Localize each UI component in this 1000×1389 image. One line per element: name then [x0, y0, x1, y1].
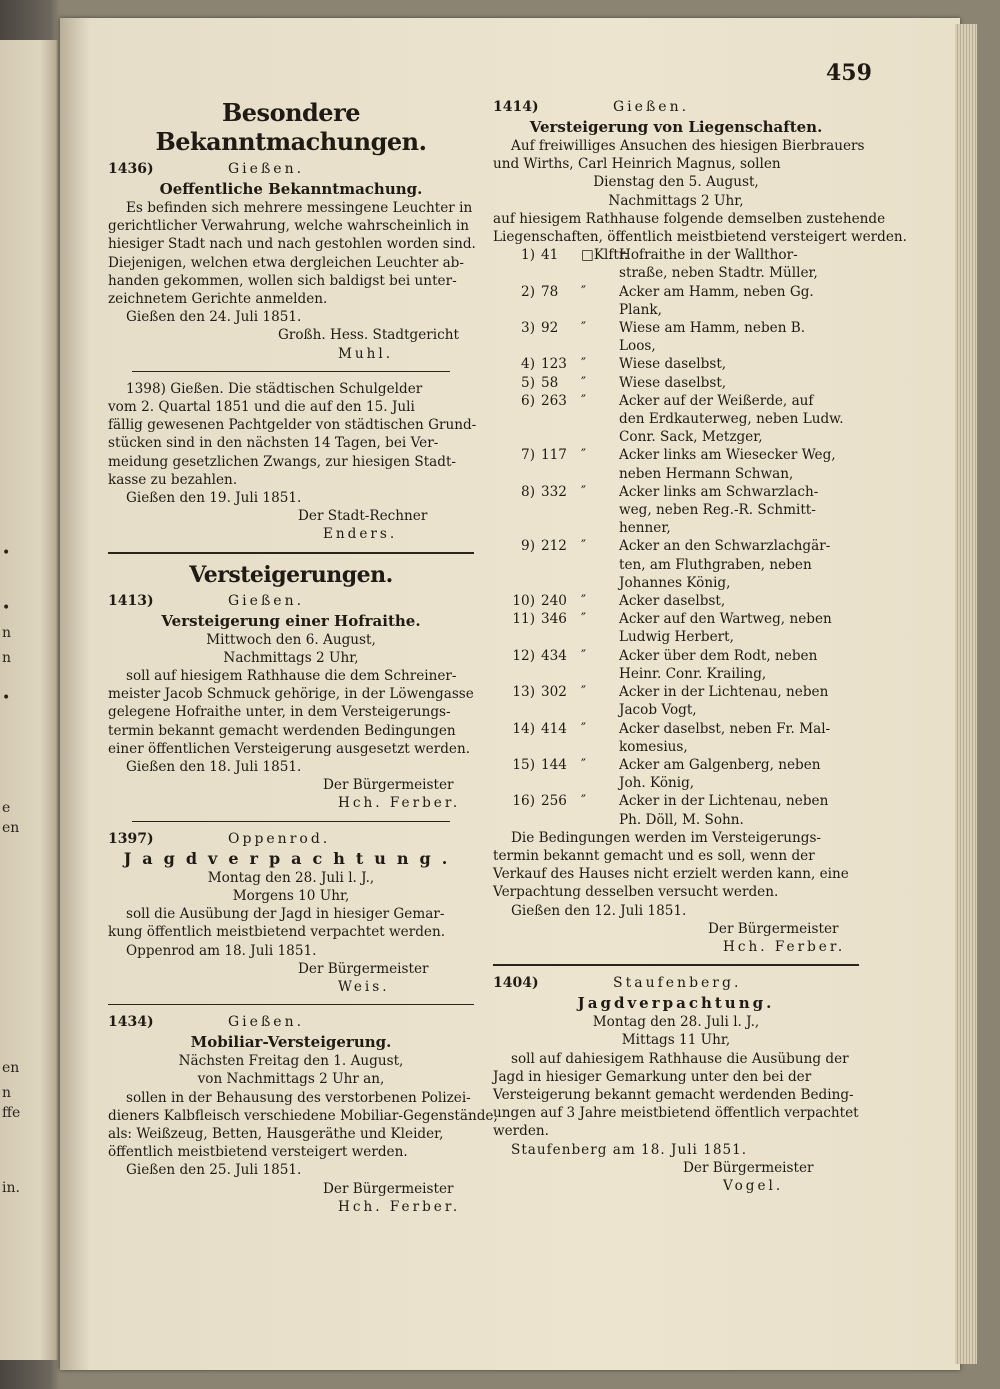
lot-unit: ″	[581, 593, 587, 610]
notice-body	[493, 1050, 859, 1141]
text-line: meister Jacob Schmuck gehörige, in der Löwengasse	[108, 686, 474, 703]
notice-heading: Oeffentliche Bekanntmachung.	[159, 180, 423, 198]
notice-body	[108, 905, 474, 941]
lot-unit	[581, 465, 619, 483]
notice-body	[108, 1089, 498, 1162]
text-line: Jagd in hiesiger Gemarkung unter den bei der	[493, 1068, 812, 1085]
text-line: kasse zu bezahlen.	[108, 471, 238, 488]
notice-signer-name: Weis.	[338, 978, 390, 995]
margin-fragment: n	[2, 650, 12, 666]
notice-time: Nachmittags 2 Uhr,	[223, 649, 359, 666]
lot-number: 4)	[521, 356, 535, 373]
lot-number	[493, 774, 541, 792]
lot-description: Heinr. Conr. Krailing,	[619, 665, 767, 682]
lot-unit: ″	[581, 283, 587, 300]
notice-time: Nachmittags 2 Uhr,	[608, 192, 744, 209]
text-line: meidung gesetzlichen Zwangs, zur hiesigen Stadt-	[108, 453, 457, 470]
notice-signer: Der Bürgermeister	[683, 1159, 814, 1176]
lot-row	[493, 410, 859, 428]
text-line: Versteigerung bekannt gemacht werdenden Beding-	[493, 1086, 854, 1103]
text-line: fällig gewesenen Pachtgelder von städtischen Grund-	[108, 417, 477, 434]
lot-description: weg, neben Reg.-R. Schmitt-	[619, 502, 816, 519]
lot-number	[493, 665, 541, 683]
right-column	[493, 98, 907, 1195]
text-line: werden.	[493, 1123, 550, 1140]
lot-number	[493, 701, 541, 719]
notice-when: Montag den 28. Juli l. J.,	[207, 869, 375, 886]
lot-row	[493, 501, 859, 519]
lot-row	[493, 319, 859, 337]
lot-description: Acker auf den Wartweg, neben	[619, 611, 832, 628]
notice-when: Nächsten Freitag den 1. August,	[178, 1053, 404, 1070]
lot-row	[493, 738, 859, 756]
notice-body	[108, 667, 474, 758]
lot-number: 14)	[512, 720, 535, 737]
lot-number	[493, 628, 541, 646]
text-line: 1398) Gießen. Die städtischen Schulgelder	[126, 380, 423, 397]
notice-outro	[493, 829, 859, 902]
intro-line: Auf freiwilliges Ansuchen des hiesigen Bierbrauers	[511, 138, 865, 154]
text-line: hiesiger Stadt nach und nach gestohlen worden sind.	[108, 236, 476, 253]
lot-area: 41	[541, 247, 559, 264]
notice-signer-name: Hch. Ferber.	[723, 938, 846, 955]
lot-description: Acker links am Wiesecker Weg,	[619, 447, 836, 464]
lot-unit: ″	[581, 320, 587, 337]
lot-row	[493, 774, 859, 792]
left-column	[108, 98, 498, 1216]
section-title-auctions: Versteigerungen.	[189, 561, 393, 588]
notice-heading: Mobiliar-Versteigerung.	[190, 1033, 392, 1052]
text-line: Es befinden sich mehrere messingene Leuchter in	[126, 200, 473, 216]
text-line: kung öffentlich meistbietend verpachtet werden.	[108, 924, 446, 941]
notice-1404	[493, 974, 859, 1195]
lot-area	[541, 665, 581, 683]
lot-description: Acker am Hamm, neben Gg.	[619, 283, 814, 300]
lot-number	[493, 738, 541, 756]
lot-unit	[581, 774, 619, 792]
notice-1397	[108, 830, 474, 996]
notice-when: Dienstag den 5. August,	[593, 174, 759, 191]
lot-number	[493, 501, 541, 519]
intro-line: und Wirths, Carl Heinrich Magnus, sollen	[493, 156, 781, 173]
lot-area	[541, 574, 581, 592]
lot-unit: ″	[581, 374, 587, 391]
lot-description: ten, am Fluthgraben, neben	[619, 556, 812, 573]
notice-time: von Nachmittags 2 Uhr an,	[197, 1071, 385, 1088]
lot-area	[541, 519, 581, 537]
lot-unit: ″	[581, 720, 587, 737]
lot-number	[493, 410, 541, 428]
lot-unit	[581, 556, 619, 574]
lot-row	[493, 283, 859, 301]
lot-unit	[581, 811, 619, 829]
lot-description: komesius,	[619, 738, 688, 755]
notice-date: Gießen den 12. Juli 1851.	[511, 902, 687, 919]
lot-number	[493, 556, 541, 574]
notice-number: 1413)	[108, 592, 154, 609]
lot-area: 346	[541, 611, 567, 628]
lot-description: Acker daselbst, neben Fr. Mal-	[619, 720, 831, 737]
notice-body	[108, 380, 477, 489]
lot-row	[493, 246, 859, 264]
text-line: ungen auf 3 Jahre meistbietend öffentlich verpachtet	[493, 1105, 859, 1122]
text-line: handen gekommen, wollen sich baldigst bei unter-	[108, 272, 457, 289]
notice-place: Gießen.	[613, 99, 690, 115]
text-line: gelegene Hofraithe unter, in dem Versteigerungs-	[108, 704, 451, 721]
lot-area: 117	[541, 447, 567, 464]
lot-area: 434	[541, 647, 567, 664]
lot-description: Plank,	[619, 301, 662, 318]
notice-heading: Jagdverpachtung.	[123, 848, 459, 868]
lot-description: Acker links am Schwarzlach-	[619, 483, 819, 500]
text-line: stücken sind in den nächsten 14 Tagen, bei Ver-	[108, 435, 439, 452]
lot-row	[493, 301, 859, 319]
notice-place: Gießen.	[228, 161, 305, 177]
lot-unit	[581, 574, 619, 592]
lot-area	[541, 410, 581, 428]
lot-number	[493, 519, 541, 537]
lot-area: 123	[541, 356, 567, 373]
section-title-announcements: Besondere Bekanntmachungen.	[155, 98, 427, 156]
notice-1398	[108, 380, 477, 544]
lot-description: Acker über dem Rodt, neben	[619, 647, 818, 664]
lot-row	[493, 792, 859, 810]
lot-description: neben Hermann Schwan,	[619, 465, 794, 482]
lot-row	[493, 519, 859, 537]
text-line: soll auf hiesigem Rathhause die dem Schreiner-	[126, 668, 457, 685]
notice-date: Staufenberg am 18. Juli 1851.	[511, 1141, 748, 1158]
margin-fragment: e	[2, 800, 11, 816]
lot-number: 16)	[512, 793, 535, 810]
lot-description: Acker am Galgenberg, neben	[619, 756, 821, 773]
section-rule	[108, 552, 474, 554]
notice-signer: Der Bürgermeister	[323, 777, 454, 794]
lot-row	[493, 392, 859, 410]
lot-row	[493, 355, 859, 373]
lot-unit: ″	[581, 684, 587, 701]
text-line: als: Weißzeug, Betten, Hausgeräthe und Kleider,	[108, 1125, 444, 1142]
lot-unit: ″	[581, 793, 587, 810]
lot-unit	[581, 428, 619, 446]
lot-row	[493, 337, 859, 355]
lot-number: 6)	[521, 392, 535, 409]
lot-area	[541, 465, 581, 483]
lot-unit	[581, 264, 619, 282]
lot-area: 78	[541, 283, 559, 300]
lot-number: 12)	[512, 647, 535, 664]
notice-number: 1436)	[108, 161, 154, 177]
notice-date: Gießen den 25. Juli 1851.	[126, 1162, 302, 1179]
lot-row	[493, 756, 859, 774]
notice-number: 1434)	[108, 1014, 154, 1031]
lot-row	[493, 592, 859, 610]
lot-number: 1)	[521, 247, 535, 264]
notice-heading: Versteigerung einer Hofraithe.	[161, 611, 421, 630]
lot-number	[493, 574, 541, 592]
lot-area	[541, 701, 581, 719]
text-line: gerichtlicher Verwahrung, welche wahrscheinlich in	[108, 218, 470, 235]
lot-area	[541, 774, 581, 792]
notice-signer-name: Muhl.	[338, 345, 394, 362]
lot-area: 58	[541, 374, 559, 391]
lot-number	[493, 811, 541, 829]
divider	[493, 964, 859, 966]
lot-area: 332	[541, 483, 567, 500]
text-line: soll auf dahiesigem Rathhause die Ausübung der	[511, 1050, 849, 1067]
lot-area	[541, 738, 581, 756]
lot-unit: □Klftr.	[581, 247, 629, 264]
margin-fragment: n	[2, 625, 12, 641]
lot-area	[541, 428, 581, 446]
notice-heading: Versteigerung von Liegenschaften.	[529, 118, 823, 136]
text-line: zeichnetem Gerichte anmelden.	[108, 291, 328, 308]
notice-place: Gießen.	[228, 592, 305, 609]
lot-description: Johannes König,	[619, 574, 731, 591]
lot-description: Acker in der Lichtenau, neben	[619, 793, 829, 810]
lot-description: Wiese daselbst,	[619, 356, 727, 373]
notice-signer: Großh. Hess. Stadtgericht	[278, 327, 459, 344]
notice-number: 1397)	[108, 830, 154, 847]
notice-1414	[493, 98, 907, 956]
lot-description: Wiese daselbst,	[619, 374, 727, 391]
lot-area: 212	[541, 538, 567, 555]
lot-number	[493, 465, 541, 483]
lot-row	[493, 264, 859, 282]
lot-area	[541, 501, 581, 519]
lot-row	[493, 428, 859, 446]
lot-row	[493, 701, 859, 719]
lot-area: 414	[541, 720, 567, 737]
notice-heading: Jagdverpachtung.	[577, 994, 775, 1013]
lot-row	[493, 628, 859, 646]
lot-number: 7)	[521, 447, 535, 464]
notice-1413	[108, 592, 474, 813]
margin-fragment: in.	[2, 1180, 20, 1196]
lot-row	[493, 483, 859, 501]
lot-unit: ″	[581, 447, 587, 464]
margin-fragment: •	[2, 690, 11, 706]
notice-signer: Der Bürgermeister	[708, 920, 839, 937]
text-line: sollen in der Behausung des verstorbenen Polizei-	[126, 1089, 471, 1106]
divider	[108, 1004, 474, 1005]
notice-1434	[108, 1013, 498, 1216]
notice-date: Gießen den 19. Juli 1851.	[126, 490, 302, 507]
lot-number: 10)	[512, 593, 535, 610]
notice-signer: Der Bürgermeister	[298, 960, 429, 977]
page-stack-edge	[955, 24, 977, 1364]
notice-signer-name: Vogel.	[723, 1177, 784, 1194]
lot-row	[493, 720, 859, 738]
lot-unit: ″	[581, 356, 587, 373]
text-line: termin bekannt gemacht und es soll, wenn der	[493, 847, 815, 864]
notice-signer-name: Enders.	[323, 526, 398, 543]
notice-time: Mittags 11 Uhr,	[621, 1032, 731, 1049]
notice-place: Gießen.	[228, 1014, 305, 1031]
divider	[132, 371, 450, 372]
lot-number	[493, 337, 541, 355]
lot-unit: ″	[581, 611, 587, 628]
lot-description: Hofraithe in der Wallthor-	[619, 247, 798, 264]
margin-fragment: en	[2, 820, 20, 836]
lot-description: straße, neben Stadtr. Müller,	[619, 265, 818, 282]
lot-area: 256	[541, 793, 567, 810]
margin-fragment: •	[2, 600, 11, 616]
lot-unit	[581, 301, 619, 319]
lot-description: Acker in der Lichtenau, neben	[619, 684, 829, 701]
lot-list	[493, 246, 859, 829]
lot-unit: ″	[581, 483, 587, 500]
notice-signer-name: Hch. Ferber.	[338, 1198, 461, 1215]
lot-description: Ph. Döll, M. Sohn.	[619, 811, 744, 828]
lot-number: 9)	[521, 538, 535, 555]
lot-unit	[581, 628, 619, 646]
text-line: Diejenigen, welchen etwa dergleichen Leuchter ab-	[108, 254, 464, 271]
notice-place: Oppenrod.	[228, 830, 331, 847]
text-line: dieners Kalbfleisch verschiedene Mobiliar-Gegenstände,	[108, 1107, 498, 1124]
text-line: einer öffentlichen Versteigerung ausgesetzt werden.	[108, 740, 471, 757]
notice-signer-name: Hch. Ferber.	[338, 795, 461, 812]
notice-1436	[108, 160, 474, 363]
lot-row	[493, 811, 859, 829]
lot-area	[541, 628, 581, 646]
lot-number: 13)	[512, 684, 535, 701]
lot-description: Joh. König,	[619, 775, 695, 792]
lot-area: 144	[541, 756, 567, 773]
margin-fragment: •	[2, 545, 11, 561]
lot-row	[493, 574, 859, 592]
lot-area	[541, 811, 581, 829]
notice-signer: Der Bürgermeister	[323, 1180, 454, 1197]
lot-description: Jacob Vogt,	[619, 702, 697, 719]
lot-area: 302	[541, 684, 567, 701]
lot-number	[493, 428, 541, 446]
lot-number: 8)	[521, 483, 535, 500]
text-line: termin bekannt gemacht werdenden Bedingungen	[108, 722, 456, 739]
lot-description: Loos,	[619, 338, 656, 355]
lot-description: Acker auf der Weißerde, auf	[619, 392, 814, 409]
lot-number: 5)	[521, 374, 535, 391]
lot-area	[541, 337, 581, 355]
lot-unit	[581, 337, 619, 355]
margin-fragment: ffe	[2, 1105, 21, 1121]
lot-number: 2)	[521, 283, 535, 300]
lot-description: den Erdkauterweg, neben Ludw.	[619, 411, 844, 428]
notice-number: 1414)	[493, 99, 539, 115]
lot-area	[541, 264, 581, 282]
notice-number: 1404)	[493, 975, 539, 992]
lot-row	[493, 647, 859, 665]
notice-time: Morgens 10 Uhr,	[232, 887, 350, 904]
notice-date: Gießen den 24. Juli 1851.	[126, 309, 302, 326]
lot-row	[493, 556, 859, 574]
lot-unit: ″	[581, 756, 587, 773]
lot-unit	[581, 501, 619, 519]
text-line: soll die Ausübung der Jagd in hiesiger Gemar-	[126, 906, 445, 923]
lot-unit: ″	[581, 647, 587, 664]
lot-row	[493, 610, 859, 628]
notice-place: Staufenberg.	[613, 975, 742, 992]
lot-area: 263	[541, 392, 567, 409]
page-number: 459	[826, 60, 872, 86]
margin-fragment: en	[2, 1060, 20, 1076]
lot-area	[541, 301, 581, 319]
notice-when: Montag den 28. Juli l. J.,	[592, 1014, 760, 1031]
text-line: öffentlich meistbietend versteigert werden.	[108, 1144, 408, 1161]
lot-area: 92	[541, 320, 559, 337]
lot-description: Acker an den Schwarzlachgär-	[619, 538, 831, 555]
lot-number	[493, 301, 541, 319]
lot-row	[493, 683, 859, 701]
left-page-edge	[0, 40, 58, 1360]
lot-description: Ludwig Herbert,	[619, 629, 734, 646]
margin-fragment: n	[2, 1085, 12, 1101]
intro-line: Liegenschaften, öffentlich meistbietend versteigert werden.	[493, 229, 907, 246]
lot-unit	[581, 738, 619, 756]
lot-unit	[581, 410, 619, 428]
lot-row	[493, 537, 859, 555]
notice-body	[108, 199, 474, 308]
lot-row	[493, 465, 859, 483]
lot-unit: ″	[581, 392, 587, 409]
intro-line: auf hiesigem Rathhause folgende demselben zustehende	[493, 210, 886, 227]
lot-description: henner,	[619, 520, 671, 537]
text-line: Verkauf des Hauses nicht erzielt werden kann, eine	[493, 866, 849, 883]
lot-unit	[581, 519, 619, 537]
notice-date: Oppenrod am 18. Juli 1851.	[126, 942, 317, 959]
notice-signer: Der Stadt-Rechner	[298, 508, 428, 525]
lot-area: 240	[541, 593, 567, 610]
lot-description: Wiese am Hamm, neben B.	[619, 320, 806, 337]
text-line: vom 2. Quartal 1851 und die auf den 15. Juli	[108, 399, 415, 416]
lot-row	[493, 665, 859, 683]
lot-description: Acker daselbst,	[619, 593, 726, 610]
text-line: Verpachtung desselben versucht werden.	[493, 884, 779, 901]
divider	[132, 821, 450, 822]
lot-description: Conr. Sack, Metzger,	[619, 429, 763, 446]
notice-when: Mittwoch den 6. August,	[206, 631, 376, 648]
lot-unit	[581, 701, 619, 719]
lot-number	[493, 264, 541, 282]
lot-row	[493, 446, 859, 464]
lot-number: 15)	[512, 756, 535, 773]
notice-date: Gießen den 18. Juli 1851.	[126, 759, 302, 776]
lot-unit: ″	[581, 538, 587, 555]
lot-area	[541, 556, 581, 574]
lot-number: 11)	[512, 611, 535, 628]
lot-unit	[581, 665, 619, 683]
lot-number: 3)	[521, 320, 535, 337]
lot-row	[493, 374, 859, 392]
text-line: Die Bedingungen werden im Versteigerungs-	[511, 829, 822, 846]
